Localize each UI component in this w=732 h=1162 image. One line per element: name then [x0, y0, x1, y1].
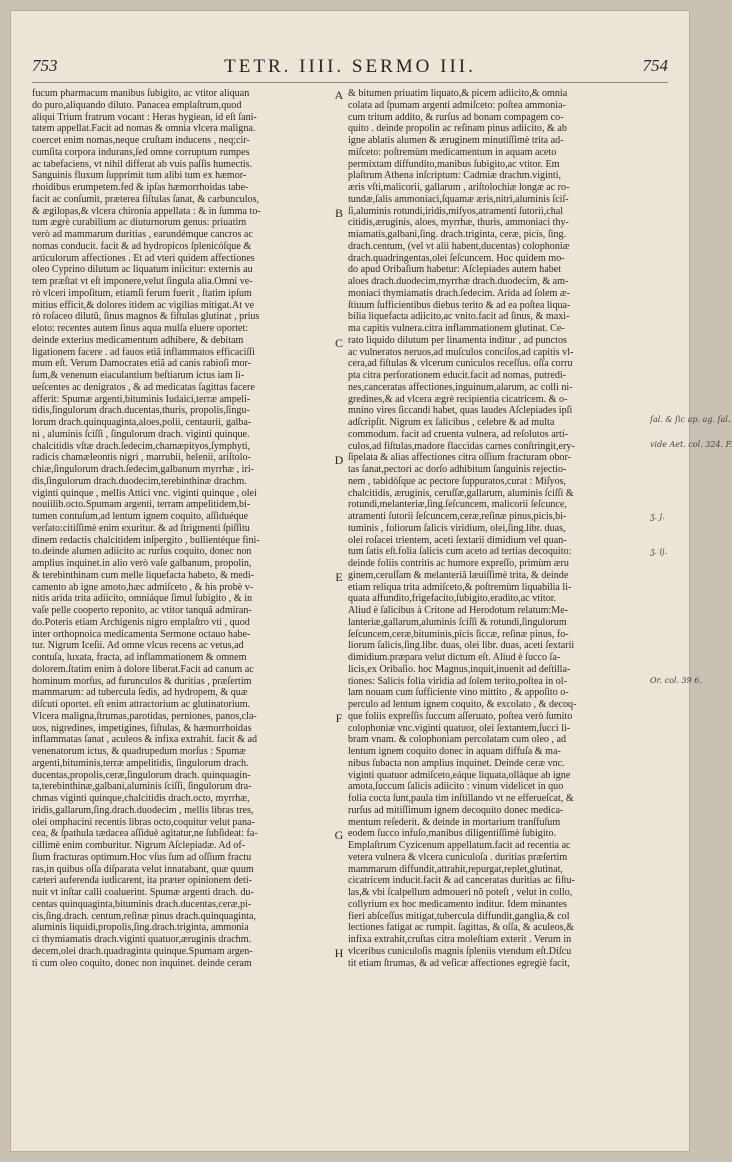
text-line: ligationem facere . ad fauos etiã inflammatos efficaciſſi	[32, 346, 255, 358]
section-marker-h: H	[334, 946, 344, 960]
text-line: vlceribus cuniculoſis magnis ſpleniis vtendum eſt.Diſcu	[348, 945, 572, 957]
text-line: do.Poteris etiam Archigenis nigro emplaſtro vti , quod	[32, 616, 250, 628]
text-line: lam nouam cum ſufficiente vino mittito , & appoſito o-	[348, 687, 569, 699]
text-line: rò vlceri impoſitum, etiamſi ferum fuerit , ſtatim ipſum	[32, 287, 252, 299]
text-line: uos, nigredines, impetigines, fiſtulas, & hæmorrhoidas	[32, 722, 252, 734]
text-line: que foliis expreſſis ſuccum aſſeruato, poſtea verò ſumito	[348, 710, 573, 722]
text-line: cea, & ſpathula tædacea aſſiduè agitatur,ne ſubſideat: fa-	[32, 828, 258, 840]
text-line: cera,ad fiſtulas & vlcerum cuniculos receſſus. oſſa corru	[348, 358, 573, 370]
section-marker-f: F	[335, 711, 343, 725]
text-line: camento ab igne amoto,hæc admiſceto , & his probè v-	[32, 581, 254, 593]
section-marker-e: E	[335, 570, 343, 584]
text-line: chalcitidis, æruginis, ceruſſæ,gallarum, aluminis ſciſſi &	[348, 487, 574, 499]
text-line: las,& vbi ſcalpellum admoueri nõ poteſt , velut in collo,	[348, 887, 573, 898]
text-line: perculo ad lentum ignem coquito, & excolato , & decoq-	[348, 699, 577, 710]
section-marker-g: G	[334, 828, 344, 842]
text-line: do apud Oribaſium habetur: Aſclepiades autem habet	[348, 264, 562, 276]
text-line: tur. Nigrum Iceſii. Ad omne vlcus recens ac vetus,ad	[32, 640, 244, 652]
text-line: vaſe pelle cooperto reponito, ac vtitor tanquã admiran-	[32, 605, 252, 616]
text-line: ducentas,propolis,ceræ,ſingulorum drach. quinquagin-	[32, 769, 251, 781]
text-line: tem præſtat vt eſt imponere,velut ſingula alia.Omni ve-	[32, 276, 253, 287]
text-line: rurſus ad mitiſſimum ignem decoquito donec medica-	[348, 804, 564, 816]
text-line: mitius efficit,& dolores itidem ac vigilias mitigat.At ve	[32, 299, 255, 311]
text-line: dolorem.ſtatim enim à dolore liberat.Facit ad canum ac	[32, 663, 254, 675]
text-line: pta citra perforationem educit.facit ad nomas, putredi-	[348, 370, 567, 381]
text-line: ti cum oleo coquito, donec non inquinet. deinde ceram	[32, 957, 252, 969]
text-line: cillimè enim comburitur. Nigrum Aſclepiadæ. Ad of-	[32, 840, 246, 851]
text-line: eloto: recentes autem ſinus aqua mulſa eluere oportet:	[32, 323, 249, 334]
text-line: inflammatas ſanat , aculeos & infixa extrahit. facit & ad	[32, 734, 258, 746]
text-line: tit etiam ſtrumas, & ad veſicæ affectiones egregiè facit,	[348, 957, 570, 969]
text-line: ma capitis vulnera.citra inflammationem glutinat. Ce-	[348, 323, 565, 334]
text-line: lanteriæ,gallarum,aluminis ſciſſi & rotundi,ſingulorum	[348, 616, 567, 628]
section-marker-a: A	[334, 88, 344, 102]
text-line: aloes drach.duodecim,myrrhæ drach.duodecim, & am-	[348, 276, 569, 287]
text-line: cum tritum addito, & rurſus ad bonam compagem co-	[348, 111, 564, 123]
text-line: amplius inquinet.in alio verò vaſe galbanum, propolin,	[32, 558, 252, 569]
text-line: cumſita corpora indurans,ſed omne corruptum rumpes	[32, 146, 250, 158]
text-line: verſato:citiſſimè enim exuritur. & ad ſtrigmenti ſpiſſitu	[32, 522, 250, 534]
text-line: cicatricem inducit.facit & ad canceratas duritias ac fiſtu-	[348, 875, 575, 887]
text-line: Emplaſtrum Cyzicenum appellatum.facit ad recentia ac	[348, 840, 571, 851]
text-line: fieri abſceſſus mitigat,tubercula diffundit,ganglia,& col	[348, 910, 570, 922]
text-line: dis,ſingulorum drach.duodecim,terebinthinæ drachm.	[32, 475, 247, 487]
text-line: Sanguinis fluxum ſupprimit tum alibi tum ex hæmor-	[32, 170, 247, 182]
text-line: chalcitidis vſtæ drach.ſedecim,chamæpityos,ſymphyti,	[32, 440, 251, 452]
text-line: colophoniæ vnc.viginti quatuor, olei ſextantem,ſucci li-	[348, 722, 571, 734]
text-line: atramenti ſutorii ſeſcuncem,ceræ,reſinæ pinus,picis,bi-	[348, 511, 567, 522]
text-line: collyrium ex hoc medicamento inditur. Idem minantes	[348, 898, 567, 910]
text-line: drach.centum, (vel vt alii habent,ducentas) colophoniæ	[348, 240, 570, 252]
text-line: colata ad ſpumam argenti admiſceto: poſtea ammonia-	[348, 99, 566, 111]
text-line: æris vſti,malicorii, gallarum , ariſtolochiæ longæ ac ro-	[348, 182, 570, 193]
text-line: do puro,aliquando diluto. Panacea emplaſtrum,quod	[32, 99, 242, 111]
text-line: etiam reliqua trita admiſceto,& poſtremùm liquabilia li-	[348, 581, 572, 593]
text-line: aluminis liquidi,propolis,ſing.drach.triginta, ammonia	[32, 922, 249, 934]
text-line: cis,ſing.drach. centum,reſinæ pinus drach.quinquaginta,	[32, 910, 256, 922]
text-line: ci thymiamatis drach.viginti quatuor,æruginis drachm.	[32, 934, 252, 945]
text-line: rotundi,melanteriæ,ſing.ſeſcuncem, malicorii ſeſcunce,	[348, 499, 567, 511]
text-line: igne ablatis alumen & æruginem minutiſſimè trita ad-	[348, 135, 564, 146]
text-line: nitis arida trita adiicito, omniáque ſimul ſubigito , & in	[32, 593, 253, 605]
text-line: drach.quadringentas,olei ſeſcuncem. Hoc quidem mo-	[348, 252, 565, 264]
text-line: tas ſanat,pectori ac dorſo adhibitum ſanguinis rejectio-	[348, 464, 567, 475]
text-line: ac tabefaciens, vt nihil differat ab vuis paſſis humectis.	[32, 158, 253, 170]
text-line: & bitumen priuatim liquato,& picem adiicito,& omnia	[348, 88, 568, 99]
text-line: centas quinquaginta,bituminis drach.ducentas,ceræ,pi-	[32, 898, 252, 910]
text-line: & terebinthinam cum melle liquefacta habeto, & medi-	[32, 569, 254, 581]
text-line: miamatis,galbani,ſing. drach.triginta, ceræ, picis, ſing.	[348, 229, 567, 240]
text-line: tum ſatis eſt.folia ſalicis cum aceto ad tertias decoquito:	[348, 546, 572, 558]
text-line: lentum ignem coquito donec in aquam diffuſa & ma-	[348, 746, 561, 757]
header-rule	[32, 82, 668, 83]
section-marker-c: C	[334, 336, 343, 350]
text-line: bram vnam. & colophoniam percolatam cum oleo , ad	[348, 734, 567, 746]
marginal-note: vide Aet. col. 324. F.	[650, 440, 732, 449]
text-line: tumen contuſum,ad lentum ignem coquito, aſſiduéque	[32, 511, 249, 522]
text-line: tidis,ſingulorum drach.ducentas,thuris, propolis,ſingu-	[32, 405, 250, 417]
text-line: oleo Cyprino dilutum ac liquatum iniicitur: externis au	[32, 264, 253, 276]
text-line: viginti quatuor admiſceto,eáque liquata,ollàque ab igne	[348, 769, 571, 781]
text-line: ras,in quibus oſſa diſparata velut innatabant, quæ quum	[32, 863, 254, 875]
text-line: nem , tabidóſque ac pectore ſuppuratos,curat : Miſyos,	[348, 475, 567, 487]
text-line: venenatorum ictus, & quadrupedum morſus : Spumæ	[32, 746, 246, 757]
text-line: verò ad mammarum duritias , earundémque cancros ac	[32, 229, 253, 240]
section-marker-d: D	[334, 453, 344, 467]
text-line: contuſa, luxata, fracta, ad inflammationem & omnem	[32, 652, 247, 663]
text-line: rato liquido dilutum per linamenta inditur , ad punctos	[348, 334, 567, 346]
text-line: ſtiuum ſufficientibus diebus terito & ad ea poſtea liqua-	[348, 299, 571, 311]
section-marker-b: B	[334, 206, 343, 220]
text-line: ſi,aluminis rotundi,iridis,miſyos,atramenti ſutorii,chal	[348, 205, 564, 217]
text-line: inter orthopnoica medicamenta Sermone octauo habe-	[32, 628, 251, 640]
text-line: lorum drach.quinquaginta,aloes,polii, centaurii, galba-	[32, 417, 252, 428]
text-line: permixtam diffundito,manibus ſubigito,ac vtitor. Em	[348, 158, 560, 170]
text-line: chmas viginti quinque,chalcitidis drach.octo, myrrhæ,	[32, 793, 250, 804]
marginal-note: ſal. & ſic ap. ag. ſal.	[650, 415, 731, 424]
text-line: Aliud è ſalicibus à Critone ad Herodotum relatum:Me-	[348, 605, 569, 616]
text-line: commodum. facit ad cruenta vulnera, ad reſolutos arti-	[348, 428, 569, 440]
text-line: nibus ſubacta non amplius inquinet. Deinde ceræ vnc.	[348, 757, 565, 769]
text-line: aliqui Trium fratrum vocant : Heras hygiean, id eſt ſani-	[32, 111, 257, 123]
text-line: ueſcentes ac denigratos , & ad medicatas ſagittas facere	[32, 381, 255, 393]
text-line: lectiones fatigat ac rumpit. ſagittas, & oſſa, & aculeos,&	[348, 922, 574, 934]
text-line: tum ægrè curabilium ac diuturnorum genus: priuatim	[32, 217, 247, 229]
text-line: amota,ſuccum ſalicis adiicito : vinum videlicet in quo	[348, 781, 564, 793]
text-line: articulorum affectiones . Et ad vteri quidem affectiones	[32, 252, 255, 264]
running-head: TETR. IIII. SERMO III.	[224, 56, 476, 77]
text-line: diſcuti oportet. eſt enim attractorium ac glutinatorium.	[32, 699, 251, 710]
text-line: liorum ſalicis,ſing.libr. duas, olei libr. duas, aceti ſextarii	[348, 640, 575, 652]
text-line: tiones: Salicis folia viridia ad ſolem terito,poſtea in ol-	[348, 675, 567, 687]
text-line: Vlcera maligna,ſtrumas,parotidas, perniones, panos,cla-	[32, 710, 257, 722]
left-text-column	[32, 88, 332, 969]
text-line: ni , aluminis ſciſſi , ſingulorum drach. viginti quinque.	[32, 428, 250, 440]
marginal-note: Or. col. 39 6.	[650, 676, 702, 685]
text-line: tatem appellat.Facit ad nomas & omnia vlcera maligna.	[32, 123, 256, 135]
text-line: infixa extrahit,cruſtas citra moleſtiam exterit . Verum in	[348, 934, 572, 945]
text-line: cæteri auferenda iudicarent, ita præter opinionem deti-	[32, 875, 253, 887]
text-line: ginem,ceruſſam & melanteriã læuiſſimè trita, & deinde	[348, 569, 569, 581]
text-line: chiæ,ſingulorum drach.ſedecim,galbanum myrrhæ , iri-	[32, 464, 255, 475]
text-line: & ægilopas,& vlcera chironia appellata : & in ſumma to-	[32, 205, 261, 217]
text-line: radicis chamæleontis nigri , marrubii, helenii, ariſtolo-	[32, 452, 251, 464]
text-line: bilia liquefacta adiicito,ac vnito.facit ad ſinus, & maxi-	[348, 311, 570, 323]
text-line: ſeſcuncem,ceræ,bituminis,picis ſiccæ, reſinæ pinus, fo-	[348, 628, 569, 640]
right-text-column	[348, 88, 648, 969]
text-line: to.deinde alumen adiicito ac rurſus coquito, donec non	[32, 546, 252, 558]
text-line: mentum reſederit. & deinde in mortarium tranſfuſum	[348, 816, 561, 828]
text-line: licis,ex Oribaſio. hoc Magnus,inquit,inuenit ad deſtilla-	[348, 663, 571, 675]
text-line: argenti,bituminis,terræ ampelitidis, ſingulorum drach.	[32, 757, 249, 769]
text-line: dimidium.præpara velut dictum eſt. Aliud è ſucco ſa-	[348, 652, 561, 663]
text-line: viginti quinque , mellis Attici vnc. viginti quinque , olei	[32, 487, 257, 499]
text-line: eodem ſucco infuſo,manibus diligentiſſimè ſubigito.	[348, 828, 557, 840]
right-page-number: 754	[642, 56, 668, 75]
text-line: mum eſt. Verum Damocrates etiã ad canis rabioſi mor-	[32, 358, 252, 370]
text-line: decem,olei drach.quadraginta quinque.Spumam argen-	[32, 945, 253, 957]
text-line: facit ac conſumit, præterea fiſtulas ſanat, & carbunculos,	[32, 193, 260, 205]
text-line: rhoidibus erumpetem.fed & ipſas hæmorrhoidas tabe-	[32, 182, 249, 193]
text-line: deinde exterius medicamentum adhibere, & debitam	[32, 334, 244, 346]
text-line: ta,terebinthinæ,galbani,aluminis ſciſſi, ſingulorum dra-	[32, 781, 252, 793]
text-line: olei omphacini recentis libras octo,coquitur velut pana-	[32, 816, 255, 828]
text-line: mammarum: ad tubercula ſedis, ad hydropem, & quæ	[32, 687, 248, 699]
book-page	[10, 10, 732, 1152]
text-line: moniaci thymiamatis drach.ſedecim. Arida ad ſolem æ-	[348, 287, 570, 299]
text-line: olei roſacei trientem, aceti ſextarii dimidium vel quan-	[348, 534, 567, 546]
marginal-note: ʒ. j.	[650, 512, 665, 521]
text-line: fucum pharmacum manibus ſubigito, ac vtitor aliquan	[32, 88, 250, 99]
text-line: vetera vulnera & vlcera cuniculoſa . duritias præſertim	[348, 851, 568, 863]
text-line: rò roſaceo dilutũ, ſinus magnos & fiſtulas glutinat , prius	[32, 311, 260, 323]
text-line: ſum,& venenum eiaculantium beſtiarum ictus iam li-	[32, 370, 245, 381]
text-line: deinde foliis contritis ac humore expreſſo, primùm æru	[348, 558, 569, 569]
text-line: adſcripſit. Nigrum ex ſalicibus , celebre & ad multa	[348, 417, 555, 428]
text-line: dinem redactis chalcitidem inſpergito , bullientéque fini-	[32, 534, 260, 546]
text-line: plaſtrum Athena inſcriptum: Cadmiæ drachm.viginti,	[348, 170, 562, 182]
text-line: ſium fracturas optimum.Hoc vſus ſum ad oſſium fractu	[32, 851, 252, 863]
text-line: citidis,æruginis, aloes, myrrhæ, thuris, ammoniaci thy-	[348, 217, 569, 229]
text-line: afferit: Spumæ argenti,bituminis Iudaici,terræ ampeli-	[32, 393, 251, 405]
text-line: ſipelata & alias affectiones citra oſſium fracturam obor-	[348, 452, 571, 464]
text-line: gredines,& ad vlcera ægrè recipientia cicatricem. & o-	[348, 393, 568, 405]
text-line: miſceto: poſtremùm medicamentum in aquam aceto	[348, 146, 557, 158]
text-line: quito . deinde propolin ac reſinam pinus adiicito, & ab	[348, 123, 567, 135]
text-line: hominum morſus, ad furunculos & duritias , præſertim	[32, 675, 252, 687]
text-line: quata affundito,frigefacito,ſubigito,eradito,ac vtitor.	[348, 593, 557, 605]
text-line: folia cocta ſunt,paula tim inſtillando vt ne efferueſcat, &	[348, 793, 574, 804]
text-line: nuit vt inſtar calli coaluerint. Spumæ argenti drach. du-	[32, 887, 254, 898]
text-line: mammarum diffundit,attrahit,repurgat,replet,glutinat,	[348, 863, 563, 875]
text-line: nes,canceratas affectiones,inguinum,alarum, ac colli ni-	[348, 381, 573, 393]
text-line: nouiilib.octo.Spumam argenti, terram ampelitidem,bi-	[32, 499, 251, 511]
text-line: tundæ,ſalis ammoniaci,ſquamæ æris,nitri,aluminis ſciſ-	[348, 193, 569, 205]
page-header	[32, 56, 668, 80]
text-line: nomas conducit. facit & ad hydropicos ſplenicóſque &	[32, 240, 252, 252]
text-line: iridis,gallarum,ſing.drach.duodecim , mellis libras tres,	[32, 804, 254, 816]
marginal-note: ʒ. ij.	[650, 547, 668, 556]
text-line: coercet enim nomas,neque cruſtam inducens , neq;cir-	[32, 135, 250, 146]
text-line: mnino vires ſiccandi habet, quas laudes Aſclepiades ipſi	[348, 405, 573, 417]
text-line: tuminis , foliorum ſalicis viridium, olei,ſing.libr. duas,	[348, 522, 566, 534]
text-line: ac vulneratos neruos,ad muſculos conciſos,ad capitis vl-	[348, 346, 574, 358]
text-line: culos,ad fiſtulas,madore flaccidas carnes conſtringit,ery-	[348, 440, 575, 452]
left-page-number: 753	[32, 56, 58, 75]
